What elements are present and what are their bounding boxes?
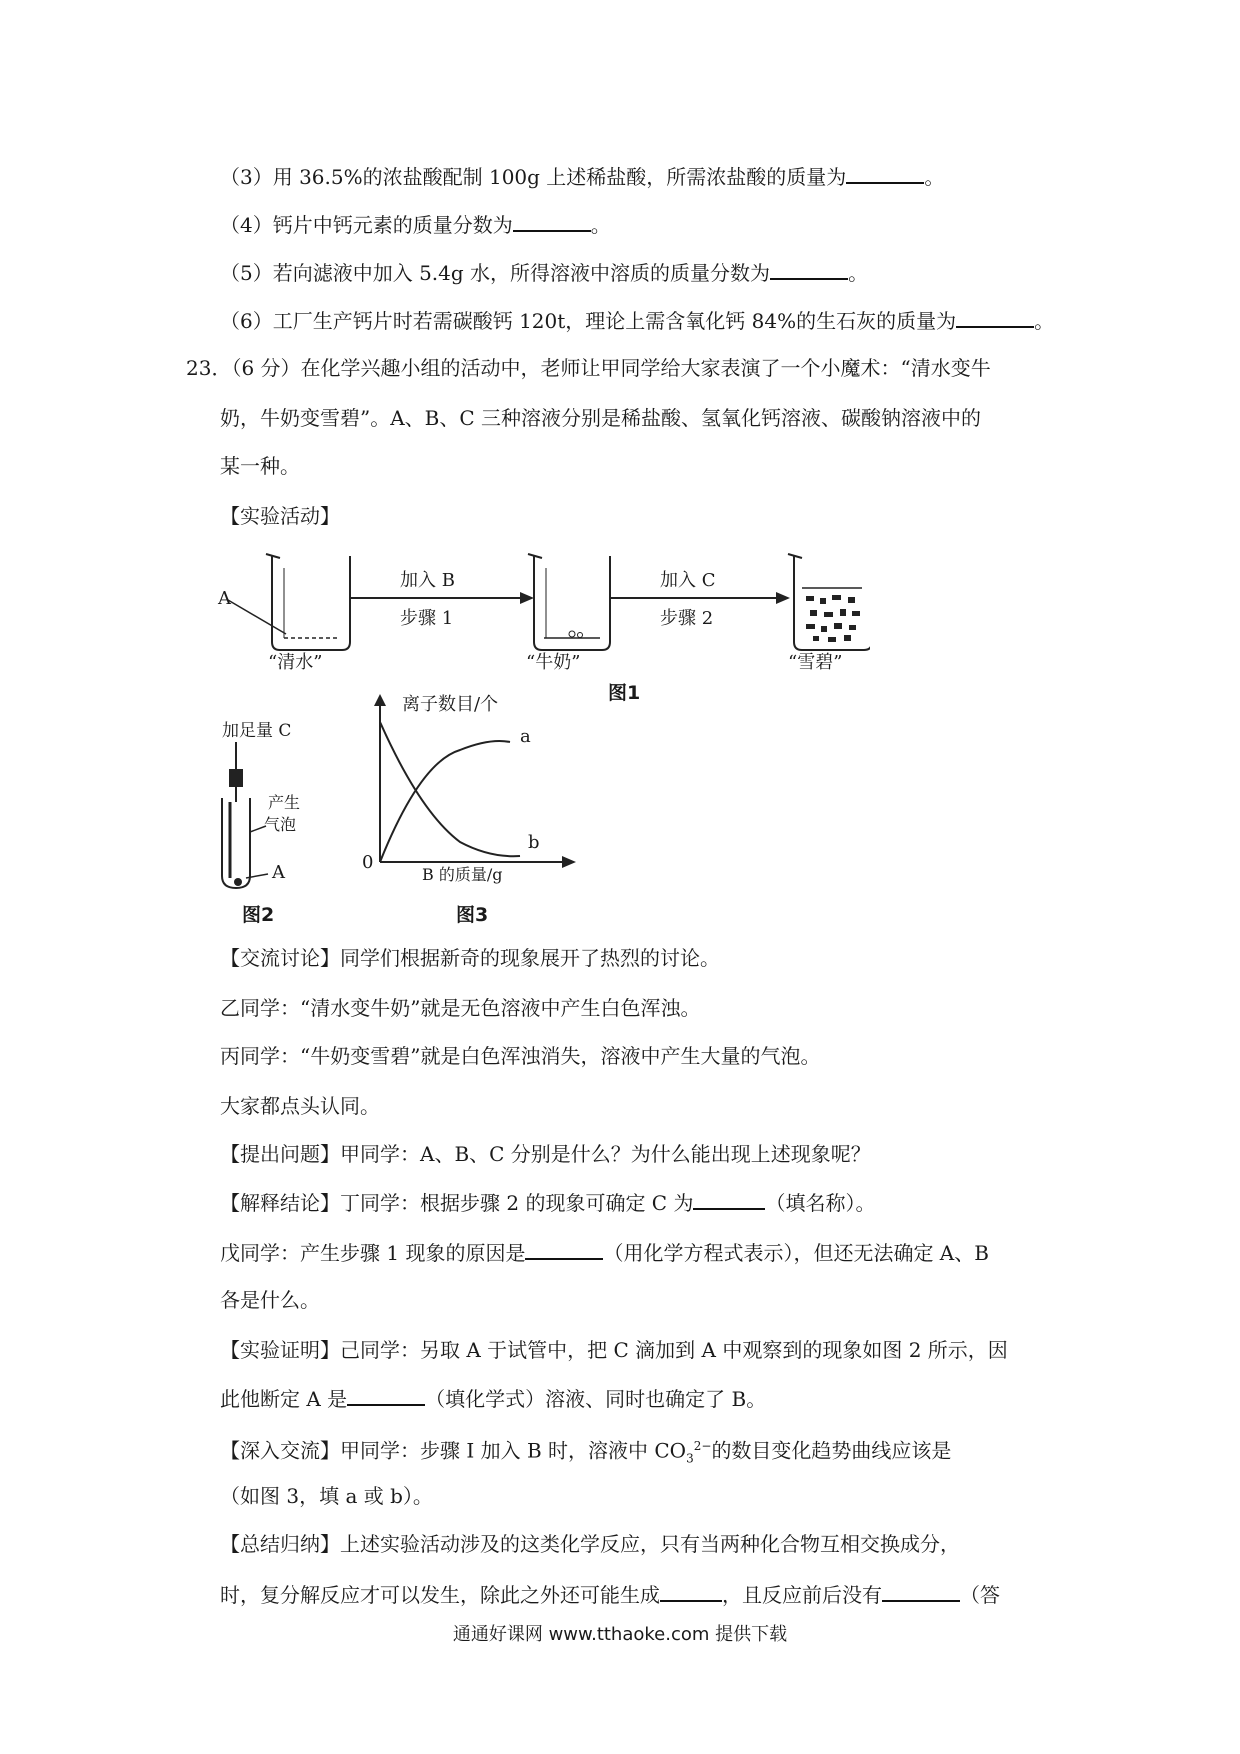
answer-blank <box>956 306 1034 328</box>
agreement: 大家都点头认同。 <box>220 1094 380 1118</box>
fig1-arrow1-bottom: 步骤 1 <box>400 608 454 629</box>
fig1-caption-sprite: “雪碧” <box>788 652 843 673</box>
experiment-proof-2: 此他断定 A 是 （填化学式）溶液、同时也确定了 B。 <box>220 1384 766 1413</box>
summary-2: 时，复分解反应才可以发生，除此之外还可能生成 ，且反应前后没有 （答 <box>220 1580 1000 1609</box>
beaker-milk <box>528 554 610 650</box>
raise-question: 【提出问题】甲同学：A、B、C 分别是什么？为什么能出现上述现象呢？ <box>220 1142 871 1166</box>
q23-intro-line2: 奶，牛奶变雪碧”。A、B、C 三种溶液分别是稀盐酸、氢氧化钙溶液、碳酸钠溶液中的 <box>220 406 982 430</box>
fig1-caption-clear-water: “清水” <box>268 652 323 673</box>
q22-part4: （4）钙片中钙元素的质量分数为 。 <box>220 210 611 239</box>
figure-1-diagram <box>210 548 870 698</box>
fig1-arrow2-top: 加入 C <box>660 570 716 591</box>
fig2-label-bubbles-1: 产生 <box>268 793 301 812</box>
summary-1: 【总结归纳】上述实验活动涉及的这类化学反应，只有当两种化合物互相交换成分， <box>220 1532 960 1556</box>
figure-1-caption: 图1 <box>608 682 641 704</box>
explain-conclusion: 【解释结论】丁同学：根据步骤 2 的现象可确定 C 为 （填名称）。 <box>220 1188 875 1217</box>
student-bing: 丙同学：“牛奶变雪碧”就是白色浑浊消失，溶液中产生大量的气泡。 <box>220 1044 821 1068</box>
q23-intro-line1: 23．（6 分）在化学兴趣小组的活动中，老师让甲同学给大家表演了一个小魔术：“清水变牛 <box>186 356 991 380</box>
deep-exchange-1: 【深入交流】甲同学：步骤 I 加入 B 时，溶液中 $CO_3^{2-}$的数目变化趋势曲线应该是 <box>220 1438 952 1466</box>
section-activity: 【实验活动】 <box>220 504 340 528</box>
answer-blank <box>660 1580 722 1602</box>
answer-blank <box>347 1384 425 1406</box>
answer-blank <box>882 1580 960 1602</box>
answer-blank <box>525 1238 603 1260</box>
pointer-line-A <box>228 600 286 634</box>
answer-blank <box>770 258 848 280</box>
fig2-label-A: A <box>272 862 285 883</box>
answer-blank <box>513 210 591 232</box>
fig1-arrow1-top: 加入 B <box>400 570 455 591</box>
q22-part6: （6）工厂生产钙片时若需碳酸钙 120t，理论上需含氧化钙 84%的生石灰的质量为 。 <box>220 306 1054 335</box>
fig3-curve-a-label: a <box>520 726 531 747</box>
q22-part5: （5）若向滤液中加入 5.4g 水，所得溶液中溶质的质量分数为 。 <box>220 258 868 287</box>
figure-3-caption: 图3 <box>456 904 489 926</box>
answer-blank <box>846 162 924 184</box>
fig1-label-A: A <box>218 588 231 609</box>
figure-2-caption: 图2 <box>242 904 275 926</box>
fig3-curve-b-label: b <box>528 832 540 853</box>
curve-a <box>380 741 510 862</box>
experiment-proof-1: 【实验证明】己同学：另取 A 于试管中，把 C 滴加到 A 中观察到的现象如图 2 所示，因 <box>220 1338 1008 1362</box>
q23-intro-line3: 某一种。 <box>220 454 300 478</box>
answer-blank <box>693 1188 765 1210</box>
student-yi: 乙同学：“清水变牛奶”就是无色溶液中产生白色浑浊。 <box>220 996 701 1020</box>
curve-b <box>380 722 520 856</box>
fig3-origin: 0 <box>362 852 374 873</box>
student-wu: 戊同学：产生步骤 1 现象的原因是 （用化学方程式表示），但还无法确定 A、B <box>220 1238 989 1267</box>
fig3-ylabel: 离子数目/个 <box>402 694 499 715</box>
fig2-label-bubbles-2: 气泡 <box>264 815 297 834</box>
beaker-sprite <box>788 554 870 650</box>
student-wu-cont: 各是什么。 <box>220 1288 320 1312</box>
fig1-arrow2-bottom: 步骤 2 <box>660 608 714 629</box>
deep-exchange-2: （如图 3，填 a 或 b）。 <box>220 1484 433 1508</box>
arrow-step-1 <box>350 592 534 604</box>
q22-part3: （3）用 36.5%的浓盐酸配制 100g 上述稀盐酸，所需浓盐酸的质量为 。 <box>220 162 944 191</box>
fig1-caption-milk: “牛奶” <box>526 652 581 673</box>
discussion: 【交流讨论】同学们根据新奇的现象展开了热烈的讨论。 <box>220 946 720 970</box>
fig2-label-add-c: 加足量 C <box>222 721 292 741</box>
gas-bubbles <box>806 595 860 642</box>
arrow-step-2 <box>610 592 790 604</box>
page-footer: 通通好课网 www.tthaoke.com 提供下载 <box>452 1624 788 1645</box>
fig3-xlabel: B 的质量/g <box>422 865 503 884</box>
beaker-clear-water <box>266 554 350 650</box>
